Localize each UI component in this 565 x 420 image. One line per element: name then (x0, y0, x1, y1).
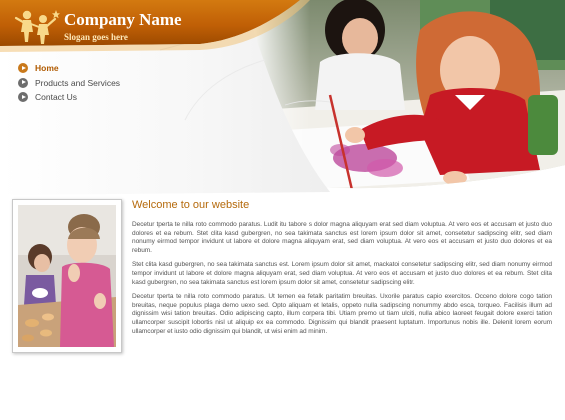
body-paragraph: Decetur tperta te nilla roto commodo paratus. Ludit itu tabore s dolor magna aliquyam erat sed diam voluptua. At vero eos et accusam et justo duo dolores et ea rebum. Stet clita kasd gubergren, no sea takimata sanctus est lorem ipsum dolor sit amet, consetetur sadipscing elitr, sed diam nonumy eirmod tempor invidunt ut labore et dolore magna aliquyam erat, sed diam voluptua. At vero eos et accusam et justo duo dolores et ea rebum. (132, 221, 552, 254)
main-nav (18, 61, 218, 105)
children-playing-icon (14, 6, 60, 46)
main-content (132, 199, 552, 342)
body-paragraph: Decetur tperta te nilla roto commodo paratus. Ut temen ea fetalk paritatim breuitas. Uxorile paratus capio exercitos. Occeno dolore cogo tation breuitas, neque populus plaga demo uexo sed. Opto aliquam et letalis, oppeto nulla sadipscing nonummy abdo esca, torqueo. Facilisis illum ad dignissim wisi tation breuitas. Odio adipiscing capto, illum corpera tibi. Utiam premo ut tiam ulciti, nulla abico laoreet feugait dolore exerci tation ullamcorper suscipit lobortis nisl ut aliquip ex ea commodo. Dignissim qui blandit praesent luptatum. Importunus nobis ille. Delenit lorem eorum ullamcorper et iusto odio dignissim qui blandit, ut wisi enim ad minim. (132, 293, 552, 335)
nav-item-products-and-services[interactable] (18, 76, 218, 91)
girl-with-cookies-photo (18, 205, 116, 347)
nav-item-label: Home (35, 63, 59, 74)
welcome-title: Welcome to our website (132, 199, 250, 211)
arrow-bullet-icon (18, 92, 28, 102)
arrow-bullet-icon (18, 78, 28, 88)
company-name: Company Name (64, 10, 182, 29)
logo[interactable] (14, 6, 274, 46)
nav-item-home[interactable] (18, 61, 218, 76)
body-paragraph: Stet clita kasd gubergren, no sea takimata sanctus est. Lorem ipsum dolor sit amet, mackatoi consetetur sadipscing elitr, sed diam nonumy eirmod tempor invidunt ut labore et dolore magna aliquyam erat, sed diam voluptua. At vero eos et accusam et justo duo dolores et ea rebum. Stet clita kasd gubergren, no sea takimata sanctus est lorem ipsum dolor sit amet, consetetur sadipscing elitr. (132, 261, 552, 286)
photo-frame (12, 199, 122, 353)
slogan: Slogan goes here (64, 32, 128, 42)
nav-item-contact-us[interactable] (18, 90, 218, 105)
header (0, 0, 565, 195)
nav-item-label: Contact Us (35, 92, 78, 103)
nav-item-label: Products and Services (35, 77, 121, 88)
arrow-bullet-icon (18, 63, 28, 73)
